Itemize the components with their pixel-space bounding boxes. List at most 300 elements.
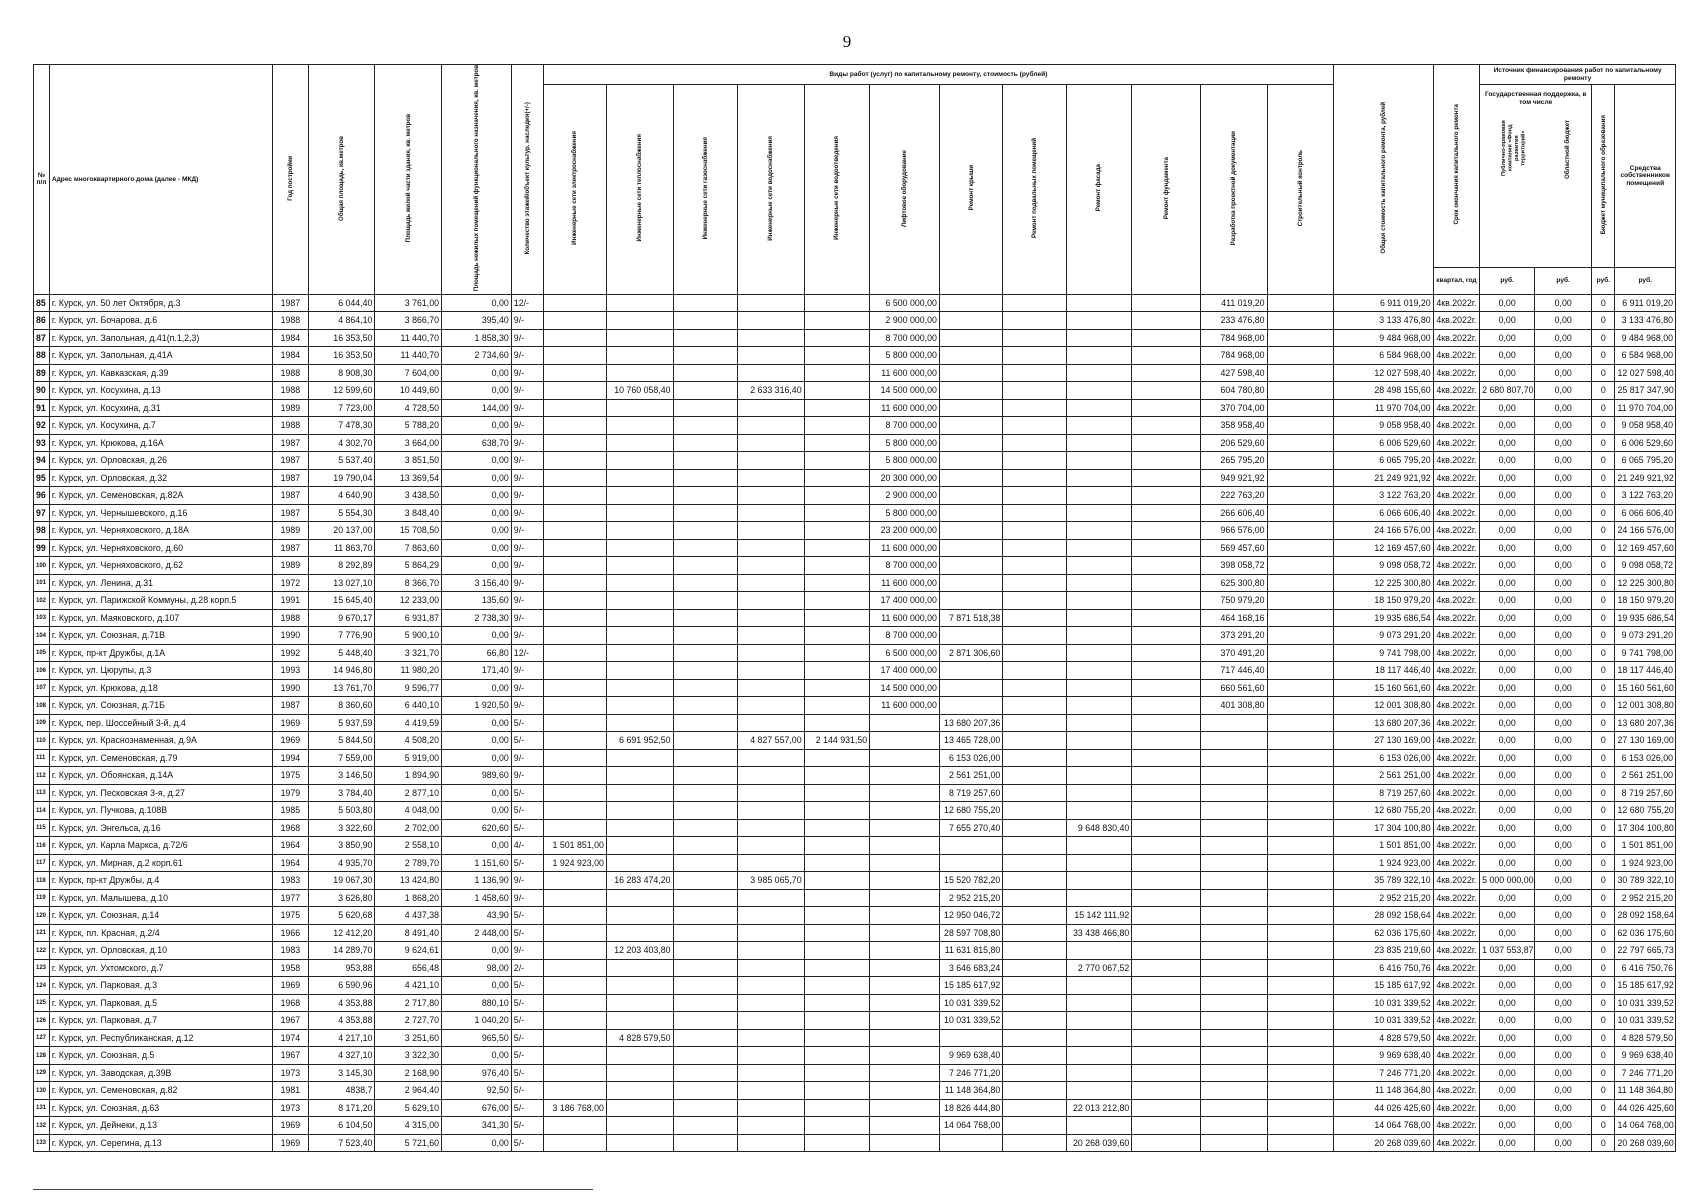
table-row (34, 1134, 1676, 1152)
header-unit-fund: руб. (1480, 267, 1535, 294)
cell-total-cost: 1 501 851,00 (1334, 837, 1433, 855)
cell-foundation (1132, 994, 1201, 1012)
cell-num: 96 (34, 487, 50, 505)
cell-water (738, 959, 805, 977)
cell-regional: 0,00 (1535, 1012, 1592, 1030)
cell-control (1267, 399, 1334, 417)
cell-control (1267, 907, 1334, 925)
cell-lift (870, 1099, 940, 1117)
cell-year: 1975 (272, 767, 308, 785)
cell-regional: 0,00 (1535, 1117, 1592, 1135)
cell-municipal: 0 (1592, 504, 1615, 522)
cell-facade (1066, 434, 1132, 452)
cell-lift: 8 700 000,00 (870, 329, 940, 347)
header-living-area: Площадь жилой части здания, кв. метров (404, 113, 412, 243)
cell-floors: 5/- (511, 924, 543, 942)
cell-municipal: 0 (1592, 662, 1615, 680)
cell-total-cost: 12 169 457,60 (1334, 539, 1433, 557)
cell-lift: 17 400 000,00 (870, 662, 940, 680)
cell-deadline: 4кв.2022г. (1433, 802, 1480, 820)
cell-total-area: 20 137,00 (308, 522, 375, 540)
cell-total-area: 13 761,70 (308, 679, 375, 697)
cell-num: 101 (34, 574, 50, 592)
cell-floors: 4/- (511, 837, 543, 855)
cell-water (738, 1099, 805, 1117)
cell-roof (939, 592, 1002, 610)
cell-basement (1003, 767, 1066, 785)
cell-foundation (1132, 522, 1201, 540)
cell-lift: 11 600 000,00 (870, 364, 940, 382)
cell-floors: 9/- (511, 609, 543, 627)
cell-facade (1066, 294, 1132, 312)
cell-municipal: 0 (1592, 1064, 1615, 1082)
cell-roof: 12 950 046,72 (939, 907, 1002, 925)
cell-address: г. Курск, ул. Бочарова, д.6 (49, 312, 272, 330)
cell-water (738, 294, 805, 312)
cell-roof (939, 487, 1002, 505)
cell-basement (1003, 644, 1066, 662)
cell-year: 1979 (272, 784, 308, 802)
cell-address: г. Курск, ул. Орловская, д.32 (49, 469, 272, 487)
cell-fund: 0,00 (1480, 977, 1535, 995)
cell-living-area: 2 727,70 (375, 1012, 442, 1030)
cell-facade (1066, 504, 1132, 522)
cell-deadline: 4кв.2022г. (1433, 819, 1480, 837)
cell-control (1267, 994, 1334, 1012)
cell-num: 99 (34, 539, 50, 557)
cell-num: 120 (34, 907, 50, 925)
cell-total-cost: 18 117 446,40 (1334, 662, 1433, 680)
cell-foundation (1132, 889, 1201, 907)
table-row (34, 399, 1676, 417)
cell-gas (673, 1047, 737, 1065)
cell-electro (543, 364, 606, 382)
cell-roof: 6 153 026,00 (939, 749, 1002, 767)
table-row (34, 1099, 1676, 1117)
cell-regional: 0,00 (1535, 399, 1592, 417)
cell-deadline: 4кв.2022г. (1433, 417, 1480, 435)
cell-electro (543, 924, 606, 942)
cell-lift (870, 767, 940, 785)
cell-address: г. Курск, ул. Семеновская, д.79 (49, 749, 272, 767)
cell-gas (673, 609, 737, 627)
cell-address: г. Курск, ул. Карла Маркса, д.72/6 (49, 837, 272, 855)
cell-control (1267, 924, 1334, 942)
cell-heat (606, 994, 673, 1012)
cell-electro (543, 1064, 606, 1082)
cell-electro (543, 749, 606, 767)
cell-address: г. Курск, ул. Республиканская, д.12 (49, 1029, 272, 1047)
cell-electro (543, 312, 606, 330)
cell-foundation (1132, 329, 1201, 347)
cell-water: 3 985 065,70 (738, 872, 805, 890)
cell-lift: 8 700 000,00 (870, 627, 940, 645)
cell-lift: 6 500 000,00 (870, 644, 940, 662)
cell-deadline: 4кв.2022г. (1433, 644, 1480, 662)
cell-num: 125 (34, 994, 50, 1012)
cell-control (1267, 1082, 1334, 1100)
cell-total-cost: 6 006 529,60 (1334, 434, 1433, 452)
cell-basement (1003, 1082, 1066, 1100)
cell-total-area: 6 590,96 (308, 977, 375, 995)
cell-nonliving-area: 0,00 (442, 487, 512, 505)
cell-year: 1988 (272, 364, 308, 382)
cell-address: г. Курск, ул. Маяковского, д.107 (49, 609, 272, 627)
cell-drain (804, 767, 870, 785)
cell-municipal: 0 (1592, 434, 1615, 452)
cell-gas (673, 557, 737, 575)
cell-floors: 9/- (511, 942, 543, 960)
cell-nonliving-area: 0,00 (442, 732, 512, 750)
cell-total-cost: 15 185 617,92 (1334, 977, 1433, 995)
cell-total-area: 8 908,30 (308, 364, 375, 382)
cell-heat (606, 574, 673, 592)
cell-lift (870, 959, 940, 977)
table-row (34, 312, 1676, 330)
cell-design: 266 606,40 (1200, 504, 1267, 522)
cell-num: 110 (34, 732, 50, 750)
cell-address: г. Курск, пер. Шоссейный 3-й, д.4 (49, 714, 272, 732)
cell-heat (606, 609, 673, 627)
cell-roof: 14 064 768,00 (939, 1117, 1002, 1135)
cell-gas (673, 382, 737, 400)
cell-municipal: 0 (1592, 784, 1615, 802)
cell-foundation (1132, 574, 1201, 592)
cell-year: 1969 (272, 732, 308, 750)
table-row (34, 749, 1676, 767)
cell-owners: 6 416 750,76 (1615, 959, 1676, 977)
cell-heat (606, 697, 673, 715)
cell-water (738, 1029, 805, 1047)
cell-water (738, 749, 805, 767)
cell-regional: 0,00 (1535, 539, 1592, 557)
cell-design: 411 019,20 (1200, 294, 1267, 312)
cell-living-area: 2 168,90 (375, 1064, 442, 1082)
cell-gas (673, 1099, 737, 1117)
cell-roof (939, 347, 1002, 365)
cell-regional: 0,00 (1535, 434, 1592, 452)
cell-heat: 10 760 058,40 (606, 382, 673, 400)
cell-water (738, 1012, 805, 1030)
cell-deadline: 4кв.2022г. (1433, 627, 1480, 645)
cell-municipal: 0 (1592, 644, 1615, 662)
cell-nonliving-area: 98,00 (442, 959, 512, 977)
cell-owners: 62 036 175,60 (1615, 924, 1676, 942)
cell-control (1267, 487, 1334, 505)
cell-total-cost: 10 031 339,52 (1334, 994, 1433, 1012)
cell-municipal: 0 (1592, 557, 1615, 575)
cell-drain (804, 942, 870, 960)
cell-lift: 5 800 000,00 (870, 347, 940, 365)
cell-year: 1993 (272, 662, 308, 680)
cell-basement (1003, 872, 1066, 890)
cell-heat (606, 644, 673, 662)
cell-municipal: 0 (1592, 469, 1615, 487)
cell-address: г. Курск, ул. Парижской Коммуны, д.28 корп.5 (49, 592, 272, 610)
cell-drain (804, 364, 870, 382)
cell-floors: 5/- (511, 977, 543, 995)
cell-regional: 0,00 (1535, 627, 1592, 645)
cell-floors: 5/- (511, 1064, 543, 1082)
cell-floors: 9/- (511, 574, 543, 592)
cell-gas (673, 1117, 737, 1135)
cell-lift: 5 800 000,00 (870, 452, 940, 470)
cell-total-cost: 9 073 291,20 (1334, 627, 1433, 645)
cell-num: 109 (34, 714, 50, 732)
cell-design (1200, 1117, 1267, 1135)
cell-gas (673, 714, 737, 732)
cell-owners: 10 031 339,52 (1615, 1012, 1676, 1030)
cell-facade (1066, 1082, 1132, 1100)
cell-facade (1066, 872, 1132, 890)
cell-floors: 5/- (511, 1117, 543, 1135)
cell-regional: 0,00 (1535, 889, 1592, 907)
cell-living-area: 10 449,60 (375, 382, 442, 400)
cell-living-area: 3 851,50 (375, 452, 442, 470)
cell-municipal: 0 (1592, 819, 1615, 837)
cell-design: 370 704,00 (1200, 399, 1267, 417)
cell-roof (939, 627, 1002, 645)
cell-design: 625 300,80 (1200, 574, 1267, 592)
cell-living-area: 4 048,00 (375, 802, 442, 820)
cell-heat (606, 399, 673, 417)
cell-living-area: 3 321,70 (375, 644, 442, 662)
cell-basement (1003, 802, 1066, 820)
cell-lift: 20 300 000,00 (870, 469, 940, 487)
table-row (34, 557, 1676, 575)
header-deadline: Срок окончания капитального ремонта (1452, 104, 1460, 225)
cell-municipal: 0 (1592, 872, 1615, 890)
cell-address: г. Курск, ул. Союзная, д.5 (49, 1047, 272, 1065)
cell-gas (673, 907, 737, 925)
cell-drain (804, 627, 870, 645)
cell-control (1267, 802, 1334, 820)
cell-basement (1003, 539, 1066, 557)
cell-floors: 9/- (511, 889, 543, 907)
cell-total-area: 3 145,30 (308, 1064, 375, 1082)
cell-control (1267, 574, 1334, 592)
cell-year: 1969 (272, 977, 308, 995)
cell-address: г. Курск, ул. Союзная, д.71Б (49, 697, 272, 715)
cell-electro: 1 924 923,00 (543, 854, 606, 872)
cell-year: 1966 (272, 924, 308, 942)
cell-floors: 5/- (511, 714, 543, 732)
table-row (34, 452, 1676, 470)
cell-floors: 5/- (511, 802, 543, 820)
cell-nonliving-area: 0,00 (442, 364, 512, 382)
cell-roof: 7 871 518,38 (939, 609, 1002, 627)
cell-floors: 5/- (511, 1099, 543, 1117)
cell-fund: 0,00 (1480, 924, 1535, 942)
cell-lift (870, 837, 940, 855)
cell-fund: 0,00 (1480, 714, 1535, 732)
cell-total-area: 7 523,40 (308, 1134, 375, 1152)
cell-gas (673, 767, 737, 785)
cell-deadline: 4кв.2022г. (1433, 1064, 1480, 1082)
cell-regional: 0,00 (1535, 767, 1592, 785)
table-row (34, 959, 1676, 977)
cell-total-area: 14 289,70 (308, 942, 375, 960)
cell-deadline: 4кв.2022г. (1433, 749, 1480, 767)
cell-nonliving-area: 0,00 (442, 417, 512, 435)
cell-lift (870, 872, 940, 890)
cell-municipal: 0 (1592, 714, 1615, 732)
cell-total-cost: 7 246 771,20 (1334, 1064, 1433, 1082)
cell-total-area: 5 503,80 (308, 802, 375, 820)
cell-facade (1066, 364, 1132, 382)
cell-deadline: 4кв.2022г. (1433, 679, 1480, 697)
cell-nonliving-area: 989,60 (442, 767, 512, 785)
cell-roof (939, 294, 1002, 312)
table-row (34, 487, 1676, 505)
cell-living-area: 6 931,87 (375, 609, 442, 627)
cell-fund: 0,00 (1480, 697, 1535, 715)
cell-address: г. Курск, ул. Союзная, д.14 (49, 907, 272, 925)
cell-year: 1977 (272, 889, 308, 907)
cell-address: г. Курск, пр-кт Дружбы, д.1А (49, 644, 272, 662)
cell-regional: 0,00 (1535, 749, 1592, 767)
cell-municipal: 0 (1592, 977, 1615, 995)
cell-owners: 1 501 851,00 (1615, 837, 1676, 855)
cell-control (1267, 312, 1334, 330)
cell-design: 427 598,40 (1200, 364, 1267, 382)
cell-nonliving-area: 0,00 (442, 679, 512, 697)
cell-year: 1964 (272, 837, 308, 855)
cell-water (738, 347, 805, 365)
cell-basement (1003, 592, 1066, 610)
cell-roof (939, 574, 1002, 592)
cell-foundation (1132, 1064, 1201, 1082)
cell-facade (1066, 329, 1132, 347)
cell-deadline: 4кв.2022г. (1433, 574, 1480, 592)
header-control: Строительный контроль (1296, 149, 1304, 227)
cell-living-area: 4 419,59 (375, 714, 442, 732)
cell-water (738, 1082, 805, 1100)
cell-year: 1972 (272, 574, 308, 592)
cell-basement (1003, 609, 1066, 627)
cell-facade (1066, 994, 1132, 1012)
cell-fund: 0,00 (1480, 539, 1535, 557)
cell-gas (673, 1082, 737, 1100)
cell-lift (870, 924, 940, 942)
cell-drain (804, 1099, 870, 1117)
header-heat: Инженерные сети теплоснабжения (636, 134, 644, 242)
cell-drain (804, 819, 870, 837)
cell-regional: 0,00 (1535, 452, 1592, 470)
cell-heat (606, 452, 673, 470)
cell-total-cost: 2 561 251,00 (1334, 767, 1433, 785)
cell-lift (870, 1029, 940, 1047)
cell-heat (606, 1082, 673, 1100)
cell-total-cost: 3 133 476,80 (1334, 312, 1433, 330)
cell-owners: 25 817 347,90 (1615, 382, 1676, 400)
cell-municipal: 0 (1592, 382, 1615, 400)
cell-heat (606, 539, 673, 557)
cell-design (1200, 977, 1267, 995)
cell-water (738, 1134, 805, 1152)
cell-heat (606, 767, 673, 785)
cell-total-area: 8 292,89 (308, 557, 375, 575)
cell-drain (804, 504, 870, 522)
cell-drain: 2 144 931,50 (804, 732, 870, 750)
cell-lift: 11 600 000,00 (870, 574, 940, 592)
cell-living-area: 9 624,61 (375, 942, 442, 960)
cell-water (738, 469, 805, 487)
cell-num: 93 (34, 434, 50, 452)
cell-nonliving-area: 135,60 (442, 592, 512, 610)
header-unit-municipal: руб. (1592, 267, 1615, 294)
cell-deadline: 4кв.2022г. (1433, 942, 1480, 960)
cell-owners: 2 952 215,20 (1615, 889, 1676, 907)
cell-roof: 12 680 755,20 (939, 802, 1002, 820)
cell-fund: 2 680 807,70 (1480, 382, 1535, 400)
cell-total-cost: 27 130 169,00 (1334, 732, 1433, 750)
cell-floors: 9/- (511, 452, 543, 470)
cell-basement (1003, 522, 1066, 540)
cell-num: 123 (34, 959, 50, 977)
cell-living-area: 3 866,70 (375, 312, 442, 330)
cell-deadline: 4кв.2022г. (1433, 854, 1480, 872)
cell-regional: 0,00 (1535, 487, 1592, 505)
cell-deadline: 4кв.2022г. (1433, 732, 1480, 750)
cell-lift (870, 889, 940, 907)
cell-owners: 12 027 598,40 (1615, 364, 1676, 382)
cell-total-cost: 28 092 158,64 (1334, 907, 1433, 925)
cell-nonliving-area: 3 156,40 (442, 574, 512, 592)
cell-total-area: 3 146,50 (308, 767, 375, 785)
cell-municipal: 0 (1592, 522, 1615, 540)
cell-deadline: 4кв.2022г. (1433, 592, 1480, 610)
cell-address: г. Курск, ул. Энгельса, д.16 (49, 819, 272, 837)
cell-roof (939, 662, 1002, 680)
cell-design: 464 168,16 (1200, 609, 1267, 627)
cell-num: 112 (34, 767, 50, 785)
cell-fund: 0,00 (1480, 609, 1535, 627)
cell-water (738, 504, 805, 522)
cell-design (1200, 714, 1267, 732)
cell-fund: 0,00 (1480, 347, 1535, 365)
cell-address: г. Курск, ул. Союзная, д.63 (49, 1099, 272, 1117)
cell-electro (543, 732, 606, 750)
cell-design (1200, 732, 1267, 750)
cell-facade: 2 770 067,52 (1066, 959, 1132, 977)
cell-num: 105 (34, 644, 50, 662)
cell-water (738, 399, 805, 417)
cell-total-cost: 12 027 598,40 (1334, 364, 1433, 382)
cell-heat (606, 434, 673, 452)
cell-heat (606, 522, 673, 540)
cell-basement (1003, 697, 1066, 715)
cell-address: г. Курск, ул. Парковая, д.3 (49, 977, 272, 995)
cell-regional: 0,00 (1535, 802, 1592, 820)
cell-num: 92 (34, 417, 50, 435)
cell-design: 949 921,92 (1200, 469, 1267, 487)
cell-address: г. Курск, ул. Косухина, д.31 (49, 399, 272, 417)
cell-floors: 5/- (511, 1134, 543, 1152)
cell-drain (804, 802, 870, 820)
table-row (34, 732, 1676, 750)
cell-address: г. Курск, ул. Семеновская, д.82 (49, 1082, 272, 1100)
cell-foundation (1132, 417, 1201, 435)
cell-facade (1066, 714, 1132, 732)
cell-living-area: 13 369,54 (375, 469, 442, 487)
cell-facade (1066, 732, 1132, 750)
cell-control (1267, 942, 1334, 960)
cell-fund: 0,00 (1480, 1099, 1535, 1117)
cell-water (738, 697, 805, 715)
cell-total-cost: 2 952 215,20 (1334, 889, 1433, 907)
cell-regional: 0,00 (1535, 872, 1592, 890)
